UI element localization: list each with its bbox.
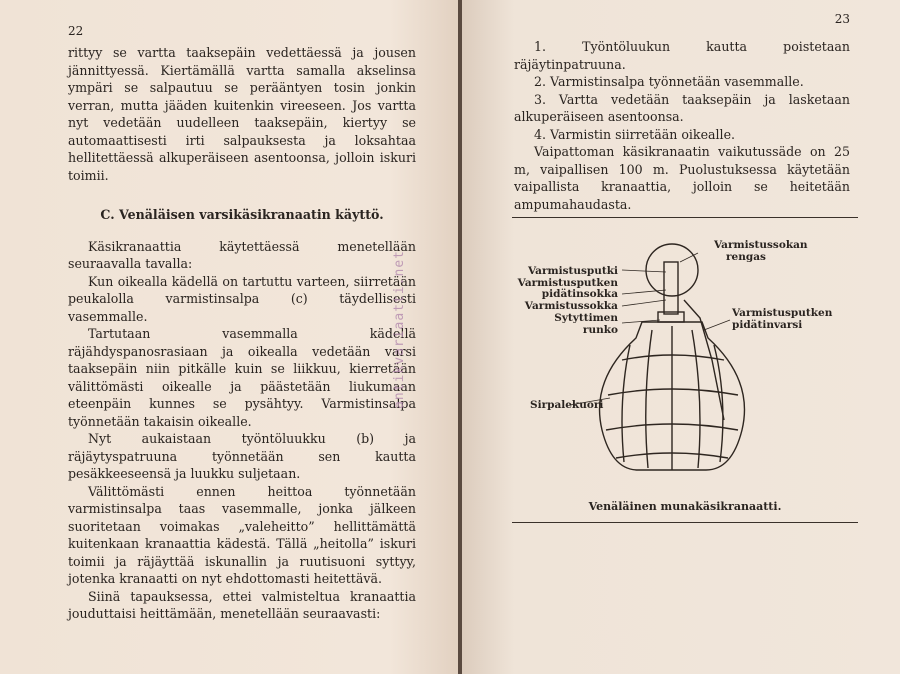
step-4: 4. Varmistin siirretään oikealle. xyxy=(534,126,736,142)
grenade-illustration xyxy=(462,0,900,674)
label-sytyttimen-1: Sytyttimen xyxy=(554,312,618,324)
paragraph-2: Käsikranaattia käytettäessä menetellään seuraavalla tavalla: xyxy=(68,238,416,271)
label-varmistussokka: Varmistussokka xyxy=(524,300,618,312)
label-sytyttimen-2: runko xyxy=(582,324,618,336)
left-page-number: 22 xyxy=(68,24,84,38)
paragraph-1: rittyy se vartta taaksepäin vedettäessä ja jousen jännittyessä. Kiertämällä vartta samalla akselinsa ympäri se salpautuu se perääntyen tosin jonkin verran, mutta jääden kuitenkin vireeseen. Jos vartta nyt vedetään uudelleen taaksepäin, kiertyy se automaattisesti irti salpauksesta ja loksahtaa hellitettäessä alkuperäiseen asentoonsa, jolloin iskuri toimii. xyxy=(68,45,416,183)
safety-ring-shape xyxy=(646,244,698,296)
step-3: 3. Vartta vedetään taaksepäin ja lasketaan alkuperäiseen asentoonsa. xyxy=(514,91,850,124)
paragraph-7: Siinä tapauksessa, ettei valmisteltua kranaattia jouduttaisi heittämään, menetellään seuraavasti: xyxy=(68,588,416,621)
figure-caption: Venäläinen munakäsikranaatti. xyxy=(588,500,782,513)
grenade-figure xyxy=(462,0,900,674)
label-sokan-rengas-1: Varmistussokan xyxy=(714,239,808,251)
label-putken-pidatinsokka-2: pidätinsokka xyxy=(541,288,618,300)
label-putken-pidatinsokka-1: Varmistusputken xyxy=(517,277,618,289)
figure-bottom-rule xyxy=(512,522,858,523)
paragraph-4: Tartutaan vasemmalla kädellä räjähdyspanosrasiaan ja oikealla vedetään varsi taaksepäin niin pitkälle kuin se liikkuu, kierretään välittömästi oikealle ja päästetään liukumaan eteenpäin kunnes se pysähtyy. Varmistinsalpa työnnetään takaisin oikealle. xyxy=(68,326,416,429)
right-page-number: 23 xyxy=(834,12,850,26)
paragraph-5: Nyt aukaistaan työntöluukku (b) ja räjäytyspatruuna työnnetään sen kautta pesäkkeeseensä ja luukku suljetaan. xyxy=(68,431,416,481)
step-1: 1. Työntöluukun kautta poistetaan räjäytinpatruuna. xyxy=(514,39,850,72)
step-2: 2. Varmistinsalpa työnnetään vasemmalle. xyxy=(534,74,804,89)
label-sokan-rengas-2: rengas xyxy=(726,251,766,263)
label-sirpalekuori: Sirpalekuori xyxy=(530,399,604,411)
section-heading: C. Venäläisen varsikäsikranaatin käyttö. xyxy=(100,207,384,222)
label-putken-varsi-2: pidätinvarsi xyxy=(732,319,803,331)
watermark: antikvariaatti.net xyxy=(392,250,407,409)
fuse-tube-shape xyxy=(664,262,678,314)
range-paragraph: Vaipattoman käsikranaatin vaikutussäde on 25 m, vaipallisen 100 m. Puolustuksessa käytetään vaipallista kranaattia, jolloin se heitetään ampumahaudasta. xyxy=(514,144,850,212)
paragraph-3: Kun oikealla kädellä on tartuttu varteen, siirretään peukalolla varmistinsalpa (c) täydellisesti vasemmalle. xyxy=(68,273,416,324)
label-varmistusputki: Varmistusputki xyxy=(527,265,618,277)
paragraph-6: Välittömästi ennen heittoa työnnetään varmistinsalpa taas vasemmalle, jonka jälkeen suoritetaan voimakas „valeheitto” hellittämättä kuitenkaan kranaattia kädestä. Tällä „heitolla” iskuri toimii ja räjäyttää iskunallin ja ruutisuoni syttyy, jotenka kranaatti on nyt ehdottomasti heitettävä. xyxy=(68,483,416,586)
label-putken-varsi-1: Varmistusputken xyxy=(732,307,833,319)
left-page-text xyxy=(68,44,416,623)
right-page xyxy=(462,0,900,674)
